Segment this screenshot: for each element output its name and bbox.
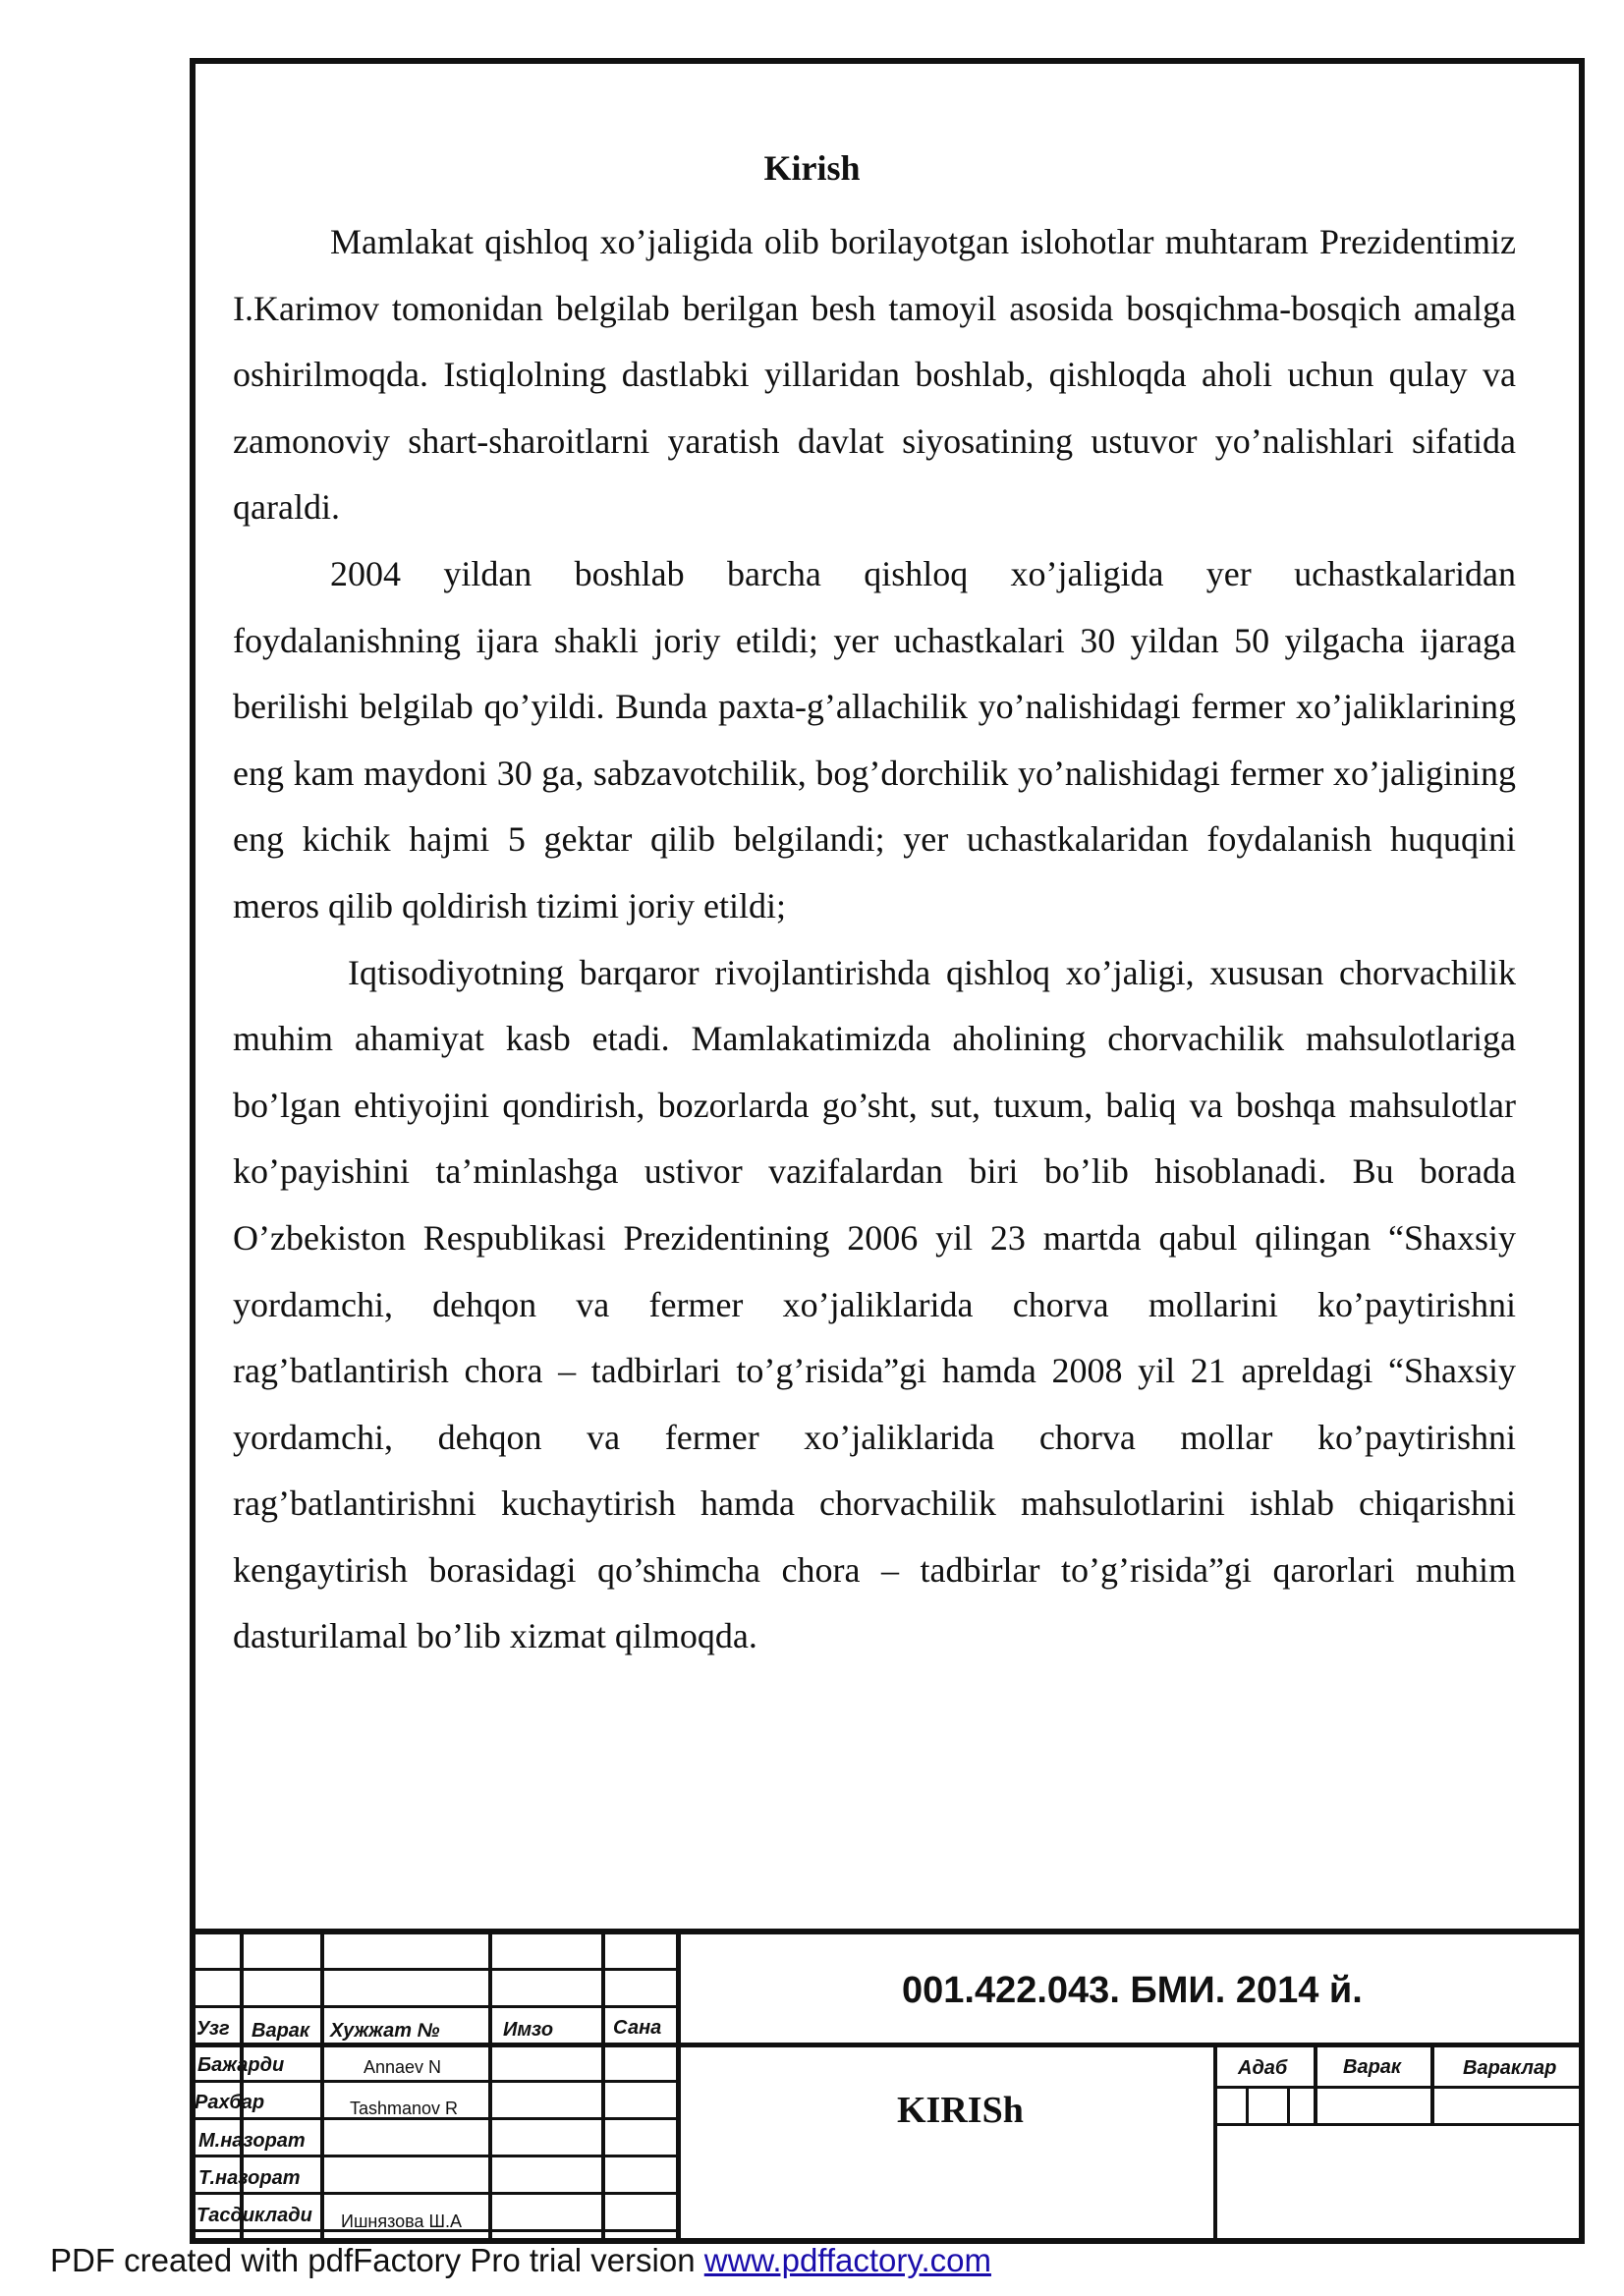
document-title: KIRISh [897,2090,1024,2131]
grid-hline [190,2080,681,2083]
grid-vline [601,1929,605,2244]
stamp-top-border [190,1929,1585,1934]
grid-hline [190,2192,681,2195]
col-header-uzg: Узг [196,2018,230,2040]
right-header-adab: Адаб [1238,2057,1288,2079]
role-bajardi: Бажарди [197,2054,285,2076]
grid-vline [1213,2043,1217,2244]
grid-hline [190,2155,681,2157]
grid-vline [1246,2086,1249,2125]
grid-hline [190,2043,1585,2047]
section-heading: Kirish [763,148,861,188]
grid-vline [1314,2043,1317,2125]
col-header-hujjat: Хужжат № [330,2020,440,2042]
role-tasdikladi: Тасдиклади [196,2205,312,2226]
right-header-varak: Варак [1343,2056,1402,2078]
grid-vline [676,1929,681,2244]
grid-hline [190,2005,681,2008]
name-bajardi: Annaev N [364,2057,442,2077]
grid-vline [1430,2043,1434,2125]
role-t-nazorat: Т.назорат [198,2167,301,2189]
paragraph-3: Iqtisodiyotning barqaror rivojlantirishda qishloq xo’jaligi, xususan chorvachilik muhim ahamiyat kasb etadi. Mamlakatimizda aholining chorvachilik mahsulotlariga bo’lgan ehtiyojini qondirish, bozorlarda go’sht, sut, tuxum, baliq va boshqa mahsulotlar ko’payishini ta’minlashga ustivor vazifalardan biri bo’lib hisoblanadi. Bu borada O’zbekiston Respublikasi Prezidentining 2006 yil 23 martda qabul qilingan “Shaxsiy yordamchi, dehqon va fermer xo’jaliklarida chorva mollarini ko’paytirishni rag’batlantirish chora – tadbirlari to’g’risida”gi hamda 2008 yil 21 apreldagi “Shaxsiy yordamchi, dehqon va fermer xo’jaliklarida chorva mollar ko’paytirishni rag’batlantirishni kuchaytirish hamda chorvachilik mahsulotlarini ishlab chiqarishni kengaytirish borasidagi qo’shimcha chora – tadbirlar to’g’risida”gi qarorlari muhim dasturilamal bo’lib xizmat qilmoqda. [233,952,1516,1656]
pdf-footer [50,2242,991,2279]
col-header-varak: Варак [252,2020,310,2042]
footer-link[interactable]: www.pdffactory.com [703,2242,991,2278]
grid-vline [240,1929,244,2244]
grid-hline [190,1968,681,1971]
grid-vline [488,1929,492,2244]
role-rahbar: Рахбар [195,2092,265,2113]
footer-text: PDF created with pdfFactory Pro trial version [50,2242,704,2278]
name-rahbar: Tashmanov R [350,2099,459,2118]
paragraph-1: Mamlakat qishloq xo’jaligida olib borilayotgan islohotlar muhtaram Prezidentimiz I.Karimov tomonidan belgilab berilgan besh tamoyil asosida bosqichma-bosqich amalga oshirilmoqda. Istiqlolning dastlabki yillaridan boshlab, qishloqda aholi uchun qulay va zamonoviy shart-sharoitlarni yaratish davlat siyosatining ustuvor yo’nalishlari sifatida qaraldi. [233,222,1516,528]
grid-hline [1213,2123,1585,2126]
grid-hline [1213,2086,1585,2089]
right-header-varaklar: Вараклар [1463,2057,1557,2079]
name-tasdikladi: Ишнязова Ш.А [341,2212,463,2231]
document-code: 001.422.043. БМИ. 2014 й. [902,1970,1363,2011]
paragraph-2: 2004 yildan boshlab barcha qishloq xo’jaligida yer uchastkalaridan foydalanishning ijara shakli joriy etildi; yer uchastkalari 30 yildan 50 yilgacha ijaraga berilishi belgilab qo’yildi. Bunda paxta-g’allachilik yo’nalishidagi fermer xo’jaliklarining eng kam maydoni 30 ga, sabzavotchilik, bog’dorchilik yo’nalishidagi fermer xo’jaligining eng kichik hajmi 5 gektar qilib belgilandi; yer uchastkalaridan foydalanish huquqini meros qilib qoldirish tizimi joriy etildi; [233,553,1516,925]
body-text [233,209,1516,1670]
col-header-sana: Сана [613,2017,662,2039]
grid-vline [320,1929,324,2244]
role-m-nazorat: М.назорат [198,2130,306,2152]
col-header-imzo: Имзо [503,2019,554,2041]
grid-vline [1287,2086,1290,2125]
